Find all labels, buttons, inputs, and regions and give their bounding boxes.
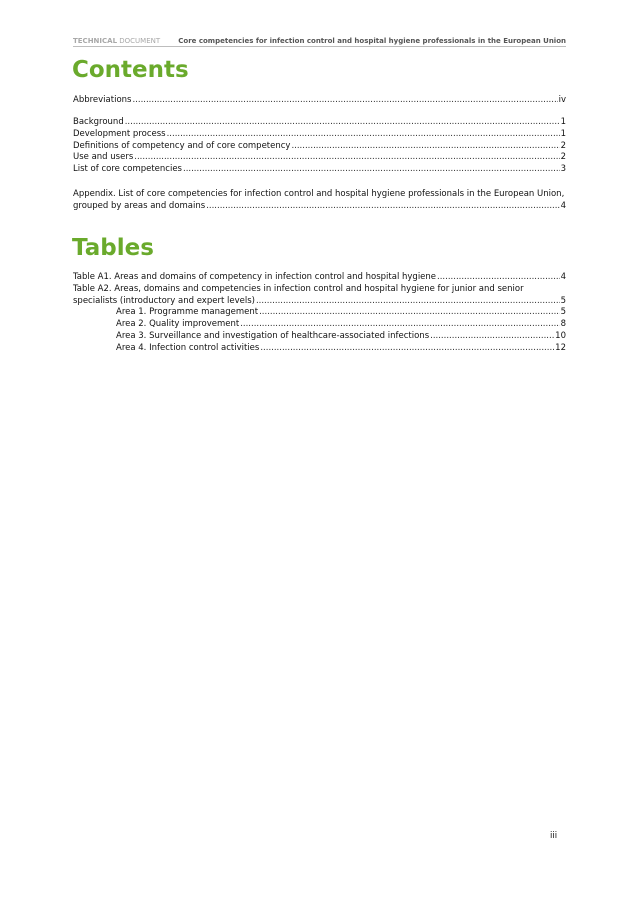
- toc-dot-leader: [206, 201, 559, 213]
- toc-entry-page: 1: [560, 117, 566, 127]
- toc-entry-label: specialists (introductory and expert levels): [73, 295, 255, 306]
- toc-entry-label: Background: [73, 117, 124, 127]
- contents-heading: Contents: [72, 57, 189, 83]
- toc-dot-leader: [256, 296, 560, 308]
- toc-entry-table-a2[interactable]: [73, 296, 566, 308]
- toc-entry-appendix-line1: Appendix. List of core competencies for infection control and hospital hygiene professionals in the European Union,: [73, 189, 565, 199]
- document-type-light: DOCUMENT: [119, 37, 161, 45]
- toc-entry-background[interactable]: [73, 117, 566, 129]
- toc-tables-block: [73, 272, 566, 355]
- tables-heading: Tables: [72, 235, 154, 261]
- toc-entry-table-a1[interactable]: [73, 272, 566, 284]
- toc-entry-page: 5: [560, 295, 566, 306]
- toc-entry-page: 3: [560, 164, 566, 175]
- toc-entry-abbreviations[interactable]: [73, 95, 566, 107]
- document-type: [73, 36, 160, 46]
- toc-entry-definitions[interactable]: [73, 141, 566, 153]
- page-number: iii: [550, 831, 558, 841]
- toc-entry-page: 4: [560, 272, 566, 282]
- toc-entry-table-a2-line1[interactable]: Table A2. Areas, domains and competencies in infection control and hospital hygiene for junior and senior: [73, 283, 524, 294]
- toc-entry-development-process[interactable]: [73, 129, 566, 141]
- toc-dot-leader: [291, 141, 559, 153]
- toc-entry-page: 5: [560, 307, 566, 318]
- toc-entry-page: 8: [560, 319, 566, 330]
- toc-entry-label: List of core competencies: [73, 164, 182, 175]
- toc-entry-label: Table A1. Areas and domains of competency in infection control and hospital hygiene: [73, 272, 437, 282]
- toc-dot-leader: [125, 117, 560, 129]
- toc-dot-leader: [167, 129, 560, 141]
- toc-dot-leader: [183, 164, 560, 176]
- document-type-bold: TECHNICAL: [73, 37, 118, 45]
- toc-dot-leader: [430, 331, 554, 343]
- toc-entry-page: 4: [560, 200, 566, 211]
- toc-entry-list-of-core-competencies[interactable]: [73, 164, 566, 176]
- toc-entry-page: 2: [560, 140, 566, 151]
- toc-entry-area-4[interactable]: [73, 343, 566, 355]
- toc-entry-area-3[interactable]: [73, 331, 566, 343]
- toc-entry-label: Area 4. Infection control activities: [116, 342, 260, 353]
- toc-dot-leader: [240, 319, 559, 331]
- document-title: Core competencies for infection control and hospital hygiene professionals in the European Union: [178, 37, 566, 45]
- toc-entry-area-1[interactable]: [73, 307, 566, 319]
- toc-entry-label: grouped by areas and domains: [73, 200, 206, 211]
- toc-entry-page: 10: [555, 330, 566, 341]
- toc-dot-leader: [132, 95, 557, 107]
- toc-entry-label: Area 2. Quality improvement: [116, 319, 240, 330]
- toc-entry-label: Area 1. Programme management: [116, 307, 259, 318]
- toc-entry-label: Abbreviations: [73, 95, 132, 105]
- toc-abbreviations-block: [73, 95, 566, 107]
- toc-entry-page: 12: [555, 342, 566, 353]
- toc-dot-leader: [259, 307, 559, 319]
- toc-entry-area-2[interactable]: [73, 319, 566, 331]
- header-divider: [73, 46, 566, 47]
- toc-entry-page: 2: [560, 152, 566, 163]
- toc-appendix-block[interactable]: [73, 189, 566, 213]
- toc-entry-appendix: [73, 201, 566, 213]
- toc-dot-leader: [134, 152, 559, 164]
- toc-entry-use-and-users[interactable]: [73, 152, 566, 164]
- toc-entry-label: Definitions of competency and of core competency: [73, 140, 291, 151]
- toc-entry-label: Area 3. Surveillance and investigation of healthcare-associated infections: [116, 330, 430, 341]
- toc-entry-label: Use and users: [73, 152, 134, 163]
- toc-entry-page: iv: [558, 95, 566, 105]
- toc-main-block: [73, 117, 566, 176]
- toc-dot-leader: [260, 343, 554, 355]
- toc-entry-page: 1: [560, 128, 566, 139]
- toc-dot-leader: [437, 272, 560, 284]
- toc-entry-label: Development process: [73, 128, 166, 139]
